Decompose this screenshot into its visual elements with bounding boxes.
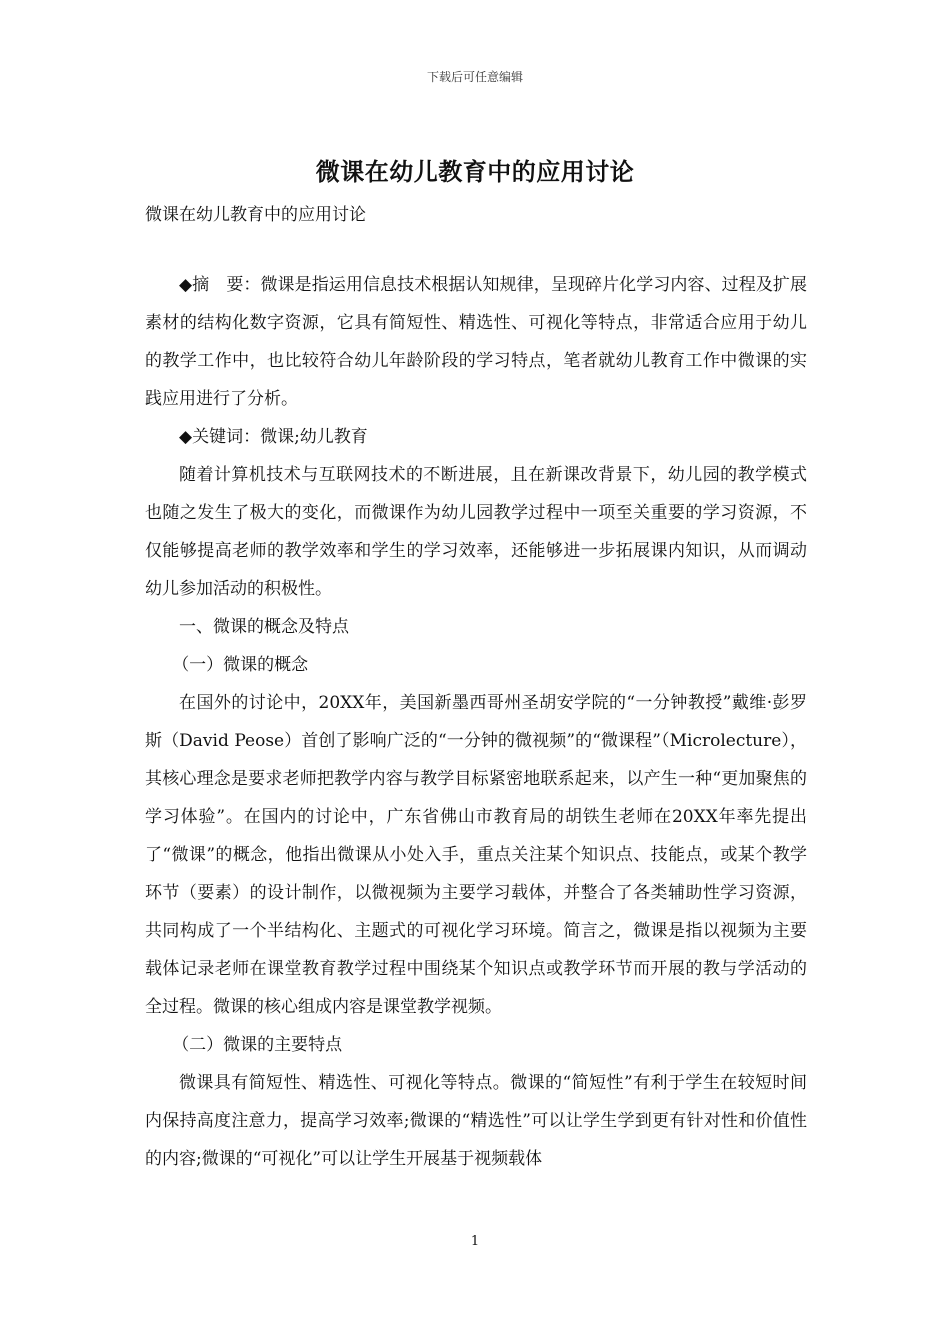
section-heading: 一、微课的概念及特点 [179, 617, 349, 637]
subsection-heading-features: （二）微课的主要特点 [172, 1035, 343, 1055]
abstract-paragraph: ◆摘 要：微课是指运用信息技术根据认知规律，呈现碎片化学习内容、过程及扩展素材的结构化数字资源，它具有简短性、精选性、可视化等特点，非常适合应用于幼儿的教学工作中，也比较符合幼儿年龄阶段的学习特点，笔者就幼儿教育工作中微课的实践应用进行了分析。 [145, 275, 807, 409]
subsection-heading-concept: （一）微课的概念 [172, 655, 309, 675]
features-paragraph: 微课具有简短性、精选性、可视化等特点。微课的“简短性”有利于学生在较短时间内保持高度注意力，提高学习效率;微课的“精选性”可以让学生学到更有针对性和价值性的内容;微课的“可视化”可以让学生开展基于视频载体 [145, 1073, 807, 1169]
page-number: 1 [470, 1234, 480, 1249]
intro-paragraph: 随着计算机技术与互联网技术的不断进展，且在新课改背景下，幼儿园的教学模式也随之发生了极大的变化，而微课作为幼儿园教学过程中一项至关重要的学习资源，不仅能够提高老师的教学效率和学生的学习效率，还能够进一步拓展课内知识，从而调动幼儿参加活动的积极性。 [145, 465, 807, 599]
document-title: 微课在幼儿教育中的应用讨论 [315, 157, 635, 186]
document-body [145, 266, 807, 1178]
header-note: 下载后可任意编辑 [426, 70, 523, 84]
concept-paragraph: 在国外的讨论中，20XX年，美国新墨西哥州圣胡安学院的“一分钟教授”戴维·彭罗斯（David Peose）首创了影响广泛的“一分钟的微视频”的“微课程”（Microlecture），其核心理念是要求老师把教学内容与教学目标紧密地联系起来，以产生一种“更加聚焦的学习体验”。在国内的讨论中，广东省佛山市教育局的胡铁生老师在20XX年率先提出了“微课”的概念，他指出微课从小处入手，重点关注某个知识点、技能点，或某个教学环节（要素）的设计制作，以微视频为主要学习载体，并整合了各类辅助性学习资源，共同构成了一个半结构化、主题式的可视化学习环境。简言之，微课是指以视频为主要载体记录老师在课堂教育教学过程中围绕某个知识点或教学环节而开展的教与学活动的全过程。微课的核心组成内容是课堂教学视频。 [145, 693, 807, 1017]
keywords-paragraph: ◆关键词：微课;幼儿教育 [179, 427, 368, 447]
document-subtitle: 微课在幼儿教育中的应用讨论 [145, 205, 366, 225]
